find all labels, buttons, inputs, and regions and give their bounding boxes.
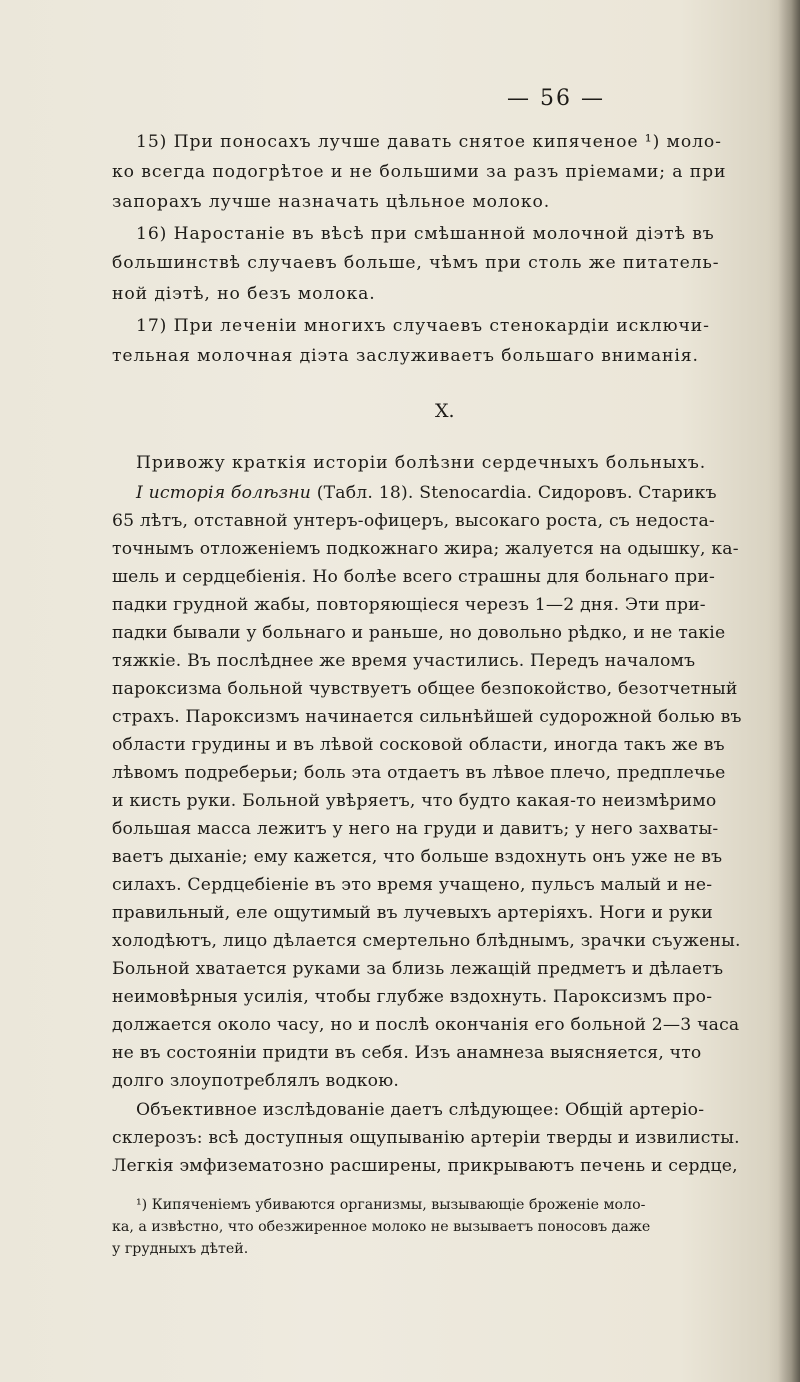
history-line-21: не въ состояніи придти въ себя. Изъ анамнеза выясняется, что xyxy=(112,1043,702,1063)
paragraph-17-line-2: тельная молочная діэта заслуживаетъ большаго вниманія. xyxy=(112,346,699,366)
history-label: I исторія болѣзни xyxy=(136,483,312,503)
intro-line: Привожу краткія исторіи болѣзни сердечныхъ больныхъ. xyxy=(136,453,707,473)
history-line-6: падки бывали у больнаго и раньше, но довольно рѣдко, и не такіе xyxy=(112,623,726,643)
history-line-16: правильный, еле ощутимый въ лучевыхъ артеріяхъ. Ноги и руки xyxy=(112,903,713,923)
objective-line-3: Легкія эмфизематозно расширены, прикрываютъ печень и сердце, xyxy=(112,1156,738,1176)
section-heading: X. xyxy=(435,400,455,422)
footnote-line-3: у грудныхъ дѣтей. xyxy=(112,1241,249,1257)
history-line-14: ваетъ дыханіе; ему кажется, что больше вздохнуть онъ уже не въ xyxy=(112,847,723,867)
history-line-15: силахъ. Сердцебіеніе въ это время учащено, пульсъ малый и не- xyxy=(112,875,713,895)
paragraph-16-line-1: 16) Наростаніе въ вѣсѣ при смѣшанной молочной діэтѣ въ xyxy=(136,224,715,244)
history-line-1 xyxy=(136,480,717,506)
paragraph-15-line-1: 15) При поносахъ лучше давать снятое кипяченое ¹) моло- xyxy=(136,132,722,152)
page-number: — 56 — xyxy=(507,86,605,111)
objective-line-1: Объективное изслѣдованіе даетъ слѣдующее: Общій артеріо- xyxy=(136,1100,705,1120)
binding-edge-shadow xyxy=(778,0,800,1382)
history-line-18: Больной хватается руками за близь лежащій предметъ и дѣлаетъ xyxy=(112,959,724,979)
history-line-1-text: (Табл. 18). Stenocardia. Сидоровъ. Старикъ xyxy=(311,483,717,503)
history-line-4: шель и сердцебіенія. Но болѣе всего страшны для больнаго при- xyxy=(112,567,716,587)
history-line-13: большая масса лежитъ у него на груди и давитъ; у него захваты- xyxy=(112,819,719,839)
history-line-19: неимовѣрныя усилія, чтобы глубже вздохнуть. Пароксизмъ про- xyxy=(112,987,713,1007)
history-line-5: падки грудной жабы, повторяющіеся черезъ 1—2 дня. Эти при- xyxy=(112,595,706,615)
history-line-10: области грудины и въ лѣвой сосковой области, иногда такъ же въ xyxy=(112,735,725,755)
paragraph-15-line-3: запорахъ лучше назначать цѣльное молоко. xyxy=(112,192,551,212)
history-line-2: 65 лѣтъ, отставной унтеръ-офицеръ, высокаго роста, съ недоста- xyxy=(112,511,715,531)
history-line-17: холодѣютъ, лицо дѣлается смертельно блѣднымъ, зрачки съужены. xyxy=(112,931,741,951)
history-line-3: точнымъ отложеніемъ подкожнаго жира; жалуется на одышку, ка- xyxy=(112,539,739,559)
history-line-20: должается около часу, но и послѣ окончанія его больной 2—3 часа xyxy=(112,1015,740,1035)
paragraph-16-line-3: ной діэтѣ, но безъ молока. xyxy=(112,284,376,304)
footnote-line-1: ¹) Кипяченіемъ убиваются организмы, вызывающіе броженіе моло- xyxy=(136,1197,646,1213)
history-line-11: лѣвомъ подреберьи; боль эта отдаетъ въ лѣвое плечо, предплечье xyxy=(112,763,726,783)
paragraph-17-line-1: 17) При леченіи многихъ случаевъ стенокардіи исключи- xyxy=(136,316,710,336)
history-line-12: и кисть руки. Больной увѣряетъ, что будто какая-то неизмѣримо xyxy=(112,791,717,811)
history-line-22: долго злоупотреблялъ водкою. xyxy=(112,1071,400,1091)
paragraph-15-line-2: ко всегда подогрѣтое и не большими за разъ пріемами; а при xyxy=(112,162,727,182)
footnote-line-2: ка, а извѣстно, что обезжиренное молоко не вызываетъ поносовъ даже xyxy=(112,1219,651,1235)
history-line-8: пароксизма больной чувствуетъ общее безпокойство, безотчетный xyxy=(112,679,738,699)
objective-line-2: склерозъ: всѣ доступныя ощупыванію артеріи тверды и извилисты. xyxy=(112,1128,740,1148)
paragraph-16-line-2: большинствѣ случаевъ больше, чѣмъ при столь же питатель- xyxy=(112,253,720,273)
history-line-7: тяжкіе. Въ послѣднее же время участились. Передъ началомъ xyxy=(112,651,696,671)
history-line-9: страхъ. Пароксизмъ начинается сильнѣйшей судорожной болью въ xyxy=(112,707,742,727)
